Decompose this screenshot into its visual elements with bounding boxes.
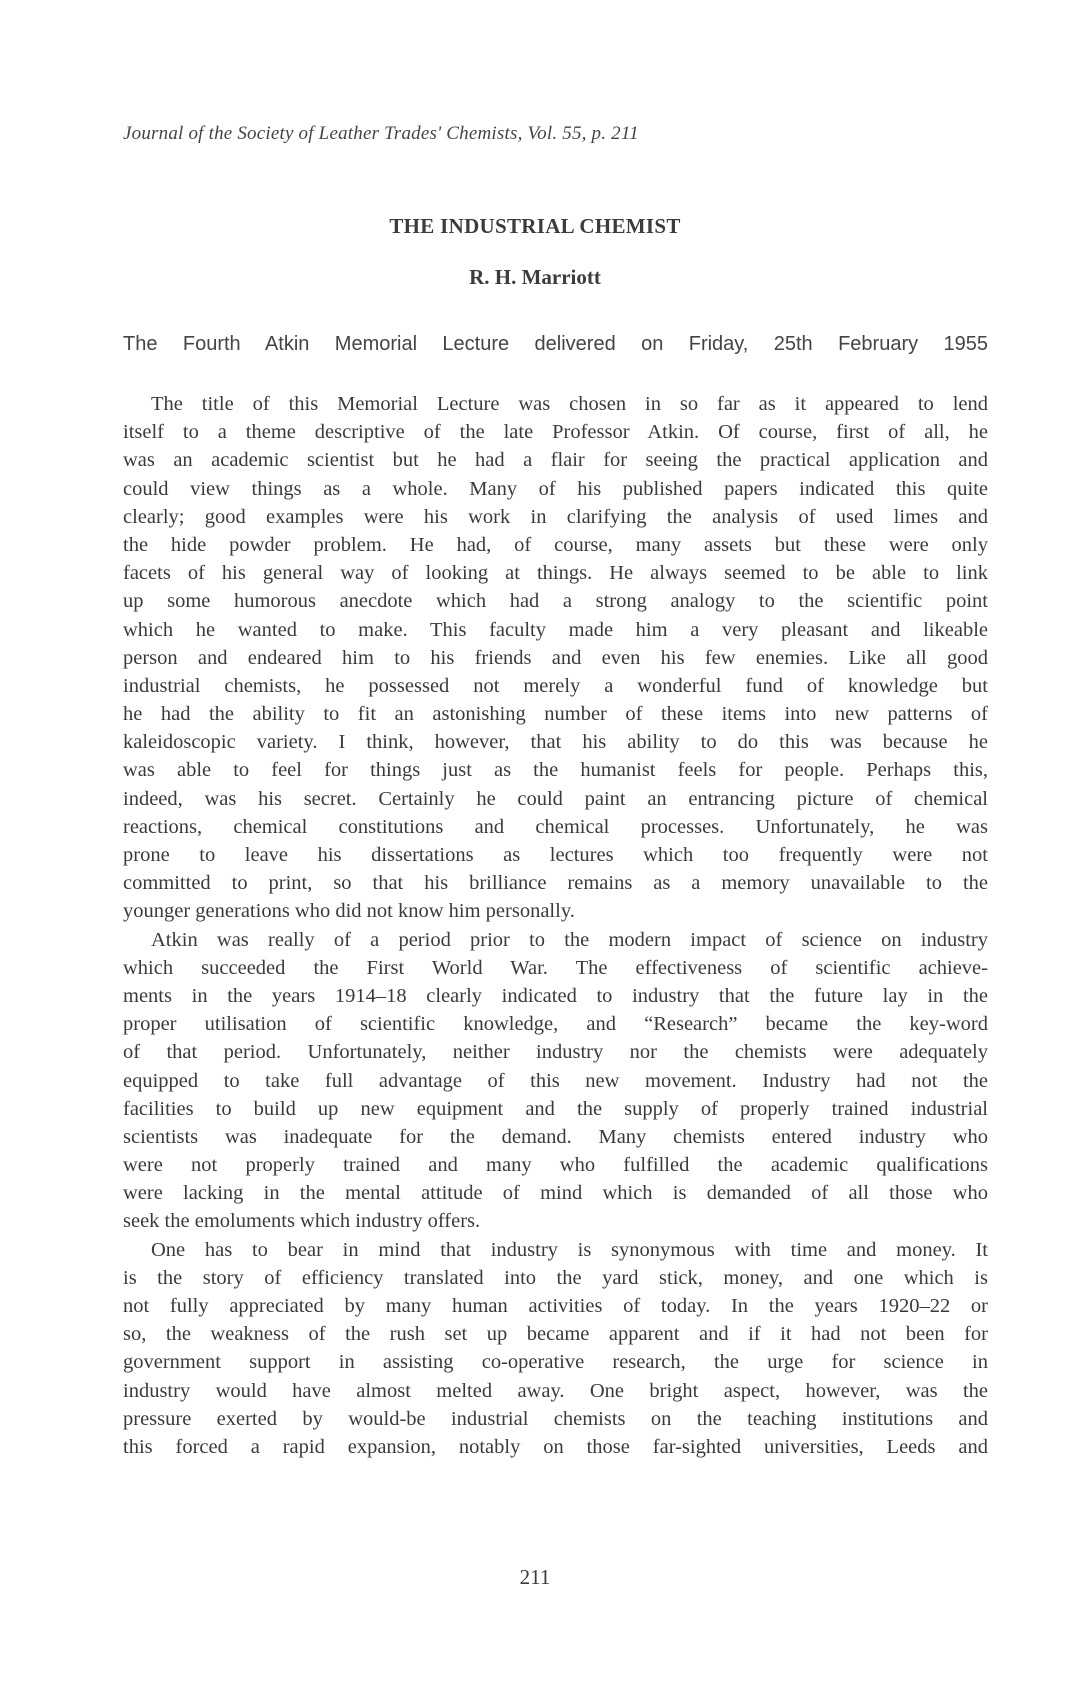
journal-citation: Journal of the Society of Leather Trades' Chemists, Vol. 55, p. 211 — [123, 123, 639, 144]
body-line: Atkin was really of a period prior to the modern impact of science on industry — [151, 928, 988, 951]
body-line: proper utilisation of scientific knowledge, and “Research” became the key-word — [123, 1013, 988, 1036]
article-author: R. H. Marriott — [469, 265, 601, 289]
article-body — [123, 390, 988, 1461]
body-line: scientists was inadequate for the demand. Many chemists entered industry who — [123, 1125, 988, 1148]
body-line: the hide powder problem. He had, of course, many assets but these were only — [123, 533, 988, 556]
body-line: of that period. Unfortunately, neither industry nor the chemists were adequately — [123, 1041, 988, 1064]
page-number: 211 — [519, 1565, 551, 1589]
body-line: indeed, was his secret. Certainly he could paint an entrancing picture of chemical — [123, 787, 988, 810]
body-line: The title of this Memorial Lecture was chosen in so far as it appeared to lend — [151, 393, 988, 415]
body-line: prone to leave his dissertations as lectures which too frequently were not — [123, 844, 988, 866]
body-line: facilities to build up new equipment and the supply of properly trained industrial — [123, 1097, 988, 1120]
body-line: itself to a theme descriptive of the late Professor Atkin. Of course, first of all, he — [123, 421, 988, 444]
body-line: industrial chemists, he possessed not merely a wonderful fund of knowledge but — [123, 674, 988, 697]
body-line: younger generations who did not know him personally. — [123, 900, 575, 923]
body-line: he had the ability to fit an astonishing number of these items into new patterns of — [123, 703, 988, 726]
body-line: person and endeared him to his friends and even his few enemies. Like all good — [123, 646, 988, 669]
body-line: reactions, chemical constitutions and chemical processes. Unfortunately, he was — [123, 815, 988, 838]
body-line: not fully appreciated by many human activities of today. In the years 1920–22 or — [123, 1295, 988, 1317]
body-line: so, the weakness of the rush set up became apparent and if it had not been for — [123, 1323, 988, 1346]
body-line: could view things as a whole. Many of his published papers indicated this quite — [123, 477, 988, 500]
body-line: facets of his general way of looking at things. He always seemed to be able to link — [123, 562, 988, 585]
body-line: industry would have almost melted away. One bright aspect, however, was the — [123, 1379, 988, 1402]
article-title: THE INDUSTRIAL CHEMIST — [389, 214, 681, 238]
body-line: up some humorous anecdote which had a strong analogy to the scientific point — [123, 590, 988, 613]
body-line: committed to print, so that his brilliance remains as a memory unavailable to the — [123, 872, 988, 895]
body-line: kaleidoscopic variety. I think, however, that his ability to do this was because he — [123, 731, 988, 754]
body-line: clearly; good examples were his work in clarifying the analysis of used limes and — [123, 505, 988, 528]
body-line: was able to feel for things just as the humanist feels for people. Perhaps this, — [123, 759, 988, 782]
body-line: which he wanted to make. This faculty made him a very pleasant and likeable — [123, 618, 988, 641]
article-subtitle: The Fourth Atkin Memorial Lecture delivered on Friday, 25th February 1955 — [123, 333, 988, 355]
body-line: government support in assisting co-operative research, the urge for science in — [123, 1351, 988, 1374]
body-line: One has to bear in mind that industry is synonymous with time and money. It — [151, 1238, 988, 1261]
body-line: which succeeded the First World War. The effectiveness of scientific achieve- — [123, 956, 988, 979]
body-line: was an academic scientist but he had a flair for seeing the practical application and — [123, 449, 988, 472]
body-line: is the story of efficiency translated into the yard stick, money, and one which is — [123, 1266, 988, 1289]
body-line: were not properly trained and many who fulfilled the academic qualifications — [123, 1154, 988, 1177]
body-line: this forced a rapid expansion, notably on those far-sighted universities, Leeds and — [123, 1435, 988, 1458]
body-line: were lacking in the mental attitude of mind which is demanded of all those who — [123, 1182, 988, 1205]
body-line: pressure exerted by would-be industrial chemists on the teaching institutions and — [123, 1407, 988, 1430]
body-line: ments in the years 1914–18 clearly indicated to industry that the future lay in the — [123, 984, 988, 1007]
body-line: seek the emoluments which industry offers. — [123, 1210, 481, 1233]
body-line: equipped to take full advantage of this new movement. Industry had not the — [123, 1069, 988, 1092]
